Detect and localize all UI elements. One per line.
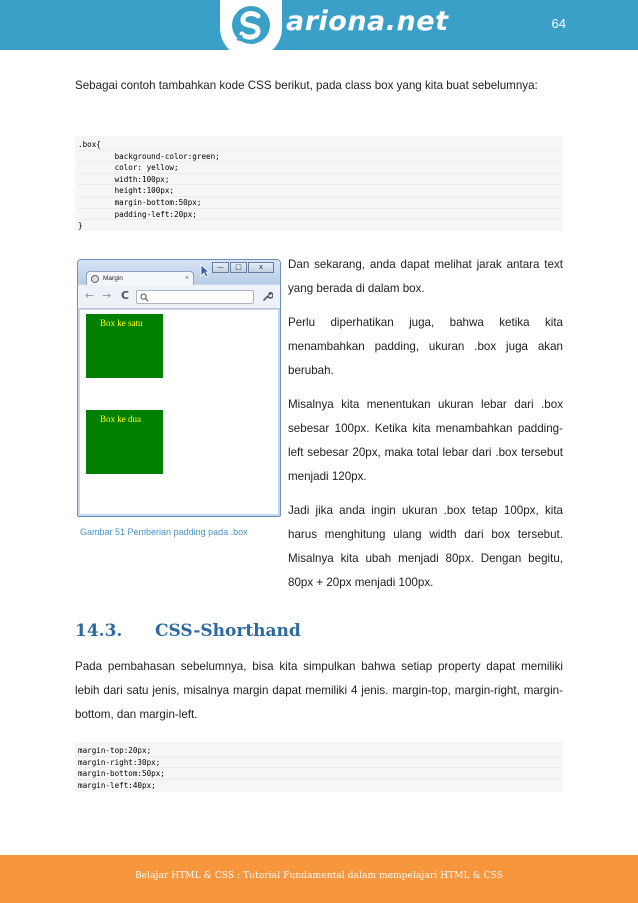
wrench-icon[interactable] — [262, 291, 273, 302]
code-line: width:100px; — [78, 174, 560, 186]
browser-toolbar — [78, 285, 280, 309]
reload-icon[interactable]: C — [121, 289, 130, 302]
address-bar[interactable] — [136, 290, 254, 304]
code-line: margin-top:20px; — [78, 745, 560, 757]
search-icon — [140, 293, 149, 302]
close-button[interactable]: x — [248, 262, 274, 273]
minimize-button[interactable]: — — [212, 262, 229, 273]
code-line: } — [78, 221, 83, 231]
favicon-icon — [91, 275, 99, 283]
code-line: margin-right:30px; — [78, 757, 560, 769]
tab-title: Margin — [103, 275, 123, 282]
browser-titlebar — [78, 260, 280, 284]
right-paragraph: Jadi jika anda ingin ukuran .box tetap 100px, kita harus menghitung ulang width dari box tersebut. Misalnya kita ubah menjadi 80px. Dengan begitu, 80px + 20px menjadi 100px. — [288, 504, 563, 589]
green-box-one: Box ke satu — [86, 314, 163, 378]
code-line: height:100px; — [78, 185, 560, 197]
code-line: .box{ — [78, 139, 560, 151]
code-line: background-color:green; — [78, 151, 560, 163]
mouse-cursor-icon — [200, 264, 210, 278]
browser-tab[interactable] — [86, 271, 194, 285]
code-line: margin-bottom:50px; — [78, 768, 560, 780]
page-footer — [0, 855, 638, 903]
logo-text: ariona.net — [286, 6, 449, 37]
tab-close-icon[interactable]: × — [184, 275, 189, 282]
page-header — [0, 0, 638, 50]
right-paragraph: Dan sekarang, anda dapat melihat jarak antara text yang berada di dalam box. — [288, 258, 563, 295]
figure-caption: Gambar 51 Pemberian padding pada .box — [80, 527, 248, 537]
code-line: margin-left:40px; — [78, 780, 156, 790]
section-heading — [75, 621, 301, 641]
right-paragraph: Misalnya kita menentukan ukuran lebar dari .box sebesar 100px. Ketika kita menambahkan padding-left sebesar 20px, maka total lebar dari .box tersebut menjadi 120px. — [288, 398, 563, 483]
code-line: padding-left:20px; — [78, 209, 560, 221]
forward-arrow-icon[interactable]: → — [102, 289, 112, 302]
code-block-margin — [75, 742, 563, 792]
footer-text: Belajar HTML & CSS : Tutorial Fundamental dalam mempelajari HTML & CSS — [134, 871, 504, 881]
code-block-box — [75, 136, 563, 231]
maximize-button[interactable]: □ — [230, 262, 247, 273]
code-line: color: yellow; — [78, 162, 560, 174]
green-box-two: Box ke dua — [86, 410, 163, 474]
code-line: margin-bottom:50px; — [78, 197, 560, 209]
window-controls — [212, 262, 274, 273]
right-paragraph: Perlu diperhatikan juga, bahwa ketika kita menambahkan padding, ukuran .box juga akan berubah. — [288, 316, 563, 377]
back-arrow-icon[interactable]: ← — [85, 289, 95, 302]
section-title: CSS-Shorthand — [155, 621, 301, 641]
page-number: 64 — [551, 16, 566, 31]
intro-paragraph: Sebagai contoh tambahkan kode CSS berikut, pada class box yang kita buat sebelumnya: — [75, 79, 538, 92]
section-number: 14.3. — [75, 621, 123, 641]
shorthand-intro-paragraph: Pada pembahasan sebelumnya, bisa kita simpulkan bahwa setiap property dapat memiliki lebih dari satu jenis, misalnya margin dapat memiliki 4 jenis. margin-top, margin-right, margin-bottom, dan margin-left. — [75, 660, 563, 721]
browser-window-figure — [77, 259, 281, 517]
browser-viewport — [80, 310, 278, 514]
logo-icon — [228, 4, 274, 48]
